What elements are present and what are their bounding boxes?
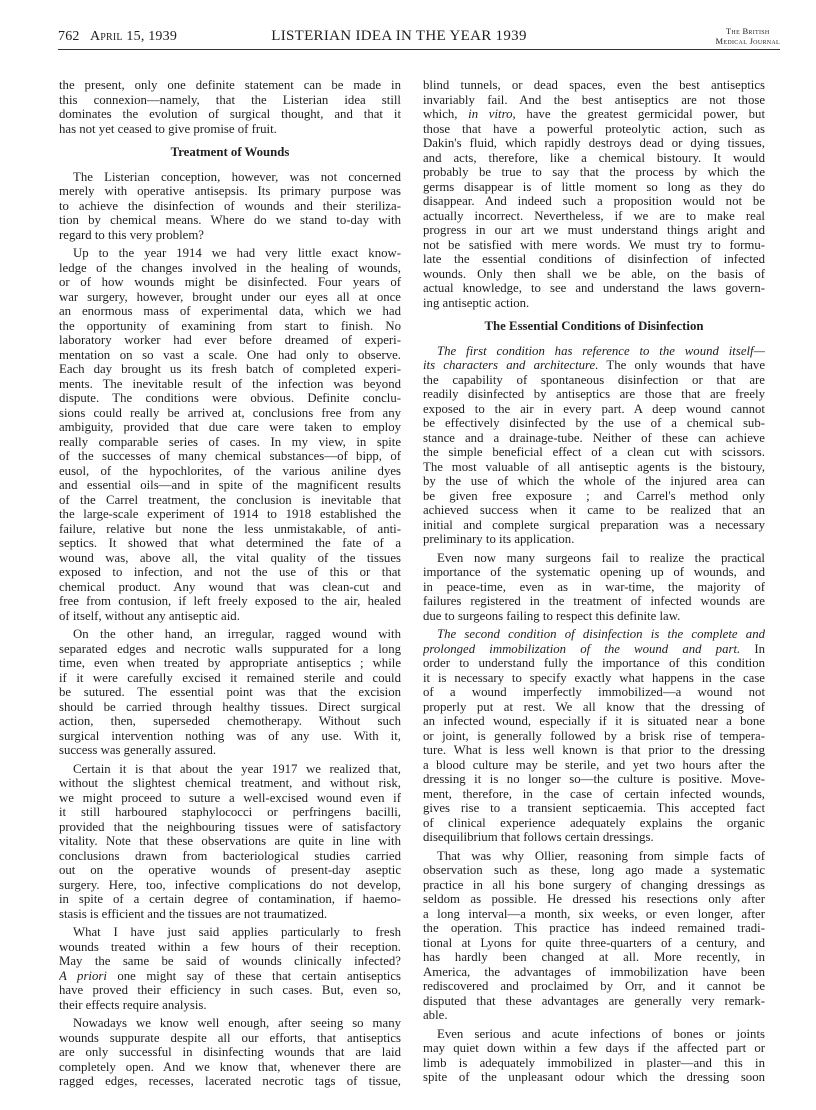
left-column — [59, 78, 401, 1093]
text-segment: and essential oils—and in spite of the magnificent results — [59, 478, 401, 492]
text-segment: dispute. The conditions were obvious. Definite conclu- — [59, 391, 401, 405]
text-segment: success was generally assured. — [59, 743, 217, 757]
text-line — [59, 435, 401, 450]
text-segment: gives rise to a transient septicaemia. This accepted fact — [423, 801, 765, 815]
paragraph — [423, 78, 765, 310]
text-segment: or joint, is generally followed by a brisk rise of tempera- — [423, 728, 765, 743]
text-line — [423, 816, 765, 831]
text-line — [59, 969, 401, 984]
text-line — [423, 460, 765, 475]
text-segment: action, then, superseded chemotherapy. Without such — [59, 714, 401, 728]
text-segment: exposed to infection, and not the use of this or that — [59, 565, 401, 579]
text-line — [423, 1027, 765, 1042]
text-segment: the capability of spontaneous disinfection or that are — [423, 372, 765, 387]
text-line — [59, 391, 401, 406]
text-segment: Up to the year 1914 we had very little exact know- — [73, 246, 401, 260]
text-line — [59, 729, 401, 744]
text-line — [59, 261, 401, 276]
text-line — [59, 820, 401, 835]
text-segment: actually incorrect. Nevertheless, if we are to make real — [423, 208, 765, 223]
text-line — [423, 936, 765, 951]
text-line — [59, 1031, 401, 1046]
text-segment: failure, relative but none the less unmistakable, of anti- — [59, 521, 401, 536]
text-line — [423, 122, 765, 137]
text-segment: eusol, of the hypochlorites, of the various aniline dyes — [59, 463, 401, 478]
text-line — [59, 1060, 401, 1075]
text-line — [423, 518, 765, 533]
text-line — [423, 565, 765, 580]
text-segment: tional at Lyons for quite three-quarters of a century, and — [423, 935, 765, 950]
text-segment: surgical intervention nothing was of any use. With it, — [59, 728, 401, 743]
text-segment: observation such as these, long ago made a systematic — [423, 863, 765, 877]
text-line — [423, 685, 765, 700]
paragraph — [59, 170, 401, 243]
text-line — [423, 950, 765, 965]
text-line — [59, 449, 401, 464]
text-line — [59, 319, 401, 334]
text-line — [423, 445, 765, 460]
text-segment: free from contusion, if left freely exposed to the air, healed — [59, 594, 401, 608]
text-segment: ment, therefore, in the case of certain infected wounds, — [423, 786, 765, 801]
text-segment: if it were carefully excised it remained sterile and could — [59, 670, 401, 685]
text-line — [59, 642, 401, 657]
text-segment: of the Carrel treatment, the conclusion is inevitable that — [59, 492, 401, 507]
text-line — [59, 522, 401, 537]
text-line — [423, 416, 765, 431]
running-title: LISTERIAN IDEA IN THE YEAR 1939 — [271, 28, 527, 44]
text-segment: may quiet down within a few days if the affected part or — [423, 1041, 765, 1055]
page-header — [58, 26, 780, 50]
text-segment: be given free exposure ; and Carrel's method only — [423, 488, 765, 503]
text-line — [59, 1074, 401, 1089]
text-line — [423, 180, 765, 195]
text-line — [423, 296, 765, 311]
text-segment: be sutured. The essential point was that the excision — [59, 685, 401, 699]
text-segment: initial and complete surgical preparation was a necessary — [423, 517, 765, 532]
text-segment: it still harboured staphylococci or perfringens bacilli, — [59, 805, 401, 819]
text-line — [423, 656, 765, 671]
italic-text-segment: in vitro, — [468, 107, 516, 121]
text-line — [423, 387, 765, 402]
text-segment: actual knowledge, to see and understand the laws govern- — [423, 281, 765, 295]
text-segment: stance and a drainage-tube. Neither of these can achieve — [423, 430, 765, 445]
text-segment: wounds. Only then shall we be able, on the basis of — [423, 266, 765, 281]
text-segment: order to understand fully the importance of this condition — [423, 656, 765, 670]
text-segment: exposed to the air in every part. A deep wound cannot — [423, 401, 765, 416]
text-segment: by the use of which the whole of the injured area can — [423, 474, 765, 488]
text-segment: and acts, therefore, like a chemical bistoury. It would — [423, 150, 765, 165]
text-line — [59, 213, 401, 228]
text-segment: The only wounds that have — [598, 358, 765, 372]
text-line — [423, 627, 765, 642]
paragraph — [59, 78, 401, 136]
text-segment: May the same be said of wounds clinically infected? — [59, 954, 401, 968]
paragraph — [59, 246, 401, 623]
text-line — [423, 849, 765, 864]
journal-name-line2: Medical Journal — [715, 36, 780, 46]
text-segment: Even serious and acute infections of bones or joints — [437, 1026, 765, 1041]
text-line — [59, 849, 401, 864]
text-line — [423, 642, 765, 657]
text-segment: in spite of a certain degree of contamination, if haemo- — [59, 892, 401, 906]
text-segment: of clinical experience adequately explains the organic — [423, 815, 765, 830]
text-segment: The Listerian conception, however, was not concerned — [73, 169, 401, 184]
text-line — [59, 700, 401, 715]
text-line — [423, 165, 765, 180]
paragraph — [423, 344, 765, 547]
text-line — [59, 925, 401, 940]
text-segment: in peace-time, even as in war-time, the majority of — [423, 579, 765, 594]
text-line — [59, 493, 401, 508]
text-line — [59, 892, 401, 907]
text-line — [423, 551, 765, 566]
text-segment: the operation. This practice has indeed remained tradi- — [423, 921, 765, 935]
text-line — [423, 151, 765, 166]
text-segment: an enormous mass of experimental data, which we had — [59, 304, 401, 318]
text-segment: probably be true to say that the process by which the — [423, 165, 765, 179]
text-line — [59, 791, 401, 806]
text-segment: limb is adequately immobilized in plaster—and this in — [423, 1055, 765, 1070]
text-line — [59, 714, 401, 729]
text-line — [59, 834, 401, 849]
text-segment: germs disappear is of little moment so long as they do — [423, 179, 765, 194]
text-line — [423, 743, 765, 758]
paragraph — [423, 849, 765, 1023]
text-segment: sions could really be arrived at, conclusions free from any — [59, 405, 401, 420]
italic-text-segment: prolonged immobilization of the wound and part. — [423, 641, 741, 656]
text-line — [423, 892, 765, 907]
text-segment: a long interval—a month, six weeks, or even longer, after — [423, 906, 765, 921]
section-heading: Treatment of Wounds — [170, 145, 290, 159]
text-line — [423, 503, 765, 518]
text-segment: not be satisfied with mere words. We must try to formu- — [423, 237, 765, 252]
text-line — [59, 478, 401, 493]
text-segment: a blood culture may be sterile, and yet two hours after the — [423, 757, 765, 772]
text-line — [59, 656, 401, 671]
text-segment: separated edges and necrotic walls suppurated for a long — [59, 641, 401, 656]
text-segment: properly put at rest. We all know that the dressing of — [423, 699, 765, 714]
text-segment: of the successes of many chemical substances—of bipp, of — [59, 449, 401, 463]
paragraph — [423, 1027, 765, 1085]
text-segment: disequilibrium that follows certain dressings. — [423, 830, 654, 844]
text-segment: ambiguity, provided that due care were taken to employ — [59, 420, 401, 434]
text-segment: America, the advantages of immobilization have been — [423, 964, 765, 979]
text-line — [59, 507, 401, 522]
text-line — [423, 758, 765, 773]
italic-text-segment: its characters and architecture. — [423, 358, 599, 372]
text-line — [423, 729, 765, 744]
text-segment: have the greatest germicidal power, but — [515, 107, 765, 121]
text-segment: In — [740, 641, 765, 656]
text-line — [59, 464, 401, 479]
text-segment: out on the operative wounds of present-day aseptic — [59, 863, 401, 877]
text-segment: ragged edges, recesses, lacerated necrotic tags of tissue, — [59, 1074, 401, 1088]
text-line — [59, 954, 401, 969]
text-line — [423, 344, 765, 359]
paragraph — [423, 551, 765, 624]
text-line — [423, 609, 765, 624]
text-segment: blind tunnels, or dead spaces, even the best antiseptics — [423, 78, 765, 92]
text-line — [423, 431, 765, 446]
text-segment: Even now many surgeons fail to realize the practical — [437, 550, 765, 565]
page-number: 762 — [58, 29, 80, 44]
text-line — [59, 362, 401, 377]
italic-text-segment: The first condition has reference to the wound itself— — [437, 343, 765, 358]
text-line — [59, 594, 401, 609]
text-segment: progress in our art we must understand things aright and — [423, 223, 765, 237]
text-line — [59, 333, 401, 348]
journal-name — [716, 26, 781, 46]
text-segment: this connexion—namely, that the Listerian idea still — [59, 92, 401, 107]
text-line — [59, 78, 401, 93]
text-line — [423, 671, 765, 686]
text-line — [423, 93, 765, 108]
text-line — [59, 1045, 401, 1060]
text-segment: wound was, above all, the vital quality of the tissues — [59, 550, 401, 565]
text-segment: war surgery, however, brought under our eyes all at once — [59, 289, 401, 304]
text-segment: Certain it is that about the year 1917 we realized that, — [73, 761, 401, 776]
text-segment: ture. What is less well known is that prior to the dressing — [423, 743, 765, 757]
italic-text-segment: A priori — [59, 968, 107, 983]
text-segment: merely with operative antisepsis. Its primary purpose was — [59, 184, 401, 198]
text-line — [423, 532, 765, 547]
text-line — [59, 805, 401, 820]
text-segment: seldom as possible. He dressed his resections only after — [423, 892, 765, 906]
text-line — [423, 921, 765, 936]
text-line — [59, 940, 401, 955]
text-segment: invariably fail. And the best antiseptics are not those — [423, 92, 765, 107]
paragraph — [59, 762, 401, 922]
paragraph — [59, 1016, 401, 1089]
text-line — [59, 304, 401, 319]
text-segment: wounds treated within a few hours of their reception. — [59, 939, 401, 954]
text-segment: the simple beneficial effect of a clean cut with scissors. — [423, 445, 765, 459]
text-line — [59, 107, 401, 122]
text-line — [59, 998, 401, 1013]
text-segment: which, — [423, 107, 469, 121]
text-segment: those that have a powerful proteolytic action, such as — [423, 121, 765, 136]
text-segment: should be carried through healthy tissues. Direct surgical — [59, 699, 401, 714]
text-segment: due to surgeons failing to respect this definite law. — [423, 608, 681, 623]
text-line — [59, 609, 401, 624]
text-line — [59, 93, 401, 108]
text-line — [423, 252, 765, 267]
text-line — [423, 907, 765, 922]
text-line — [59, 1016, 401, 1031]
text-segment: the opportunity of examining from start to finish. No — [59, 318, 401, 333]
text-segment: are only successful in disinfecting wounds that are laid — [59, 1045, 401, 1059]
text-segment: be effectively disinfected by the use of a chemical sub- — [423, 416, 765, 430]
text-segment: dominates the evolution of surgical thought, and that it — [59, 107, 401, 121]
text-segment: late the essential conditions of disinfection of infected — [423, 252, 765, 266]
text-line — [423, 580, 765, 595]
text-segment: ments. The inevitable result of the infection was beyond — [59, 376, 401, 391]
text-line — [59, 122, 401, 137]
text-segment: ledge of the changes involved in the healing of wounds, — [59, 260, 401, 275]
text-segment: it is necessary to specify exactly what happens in the case — [423, 670, 765, 685]
text-line — [423, 979, 765, 994]
text-segment: the large-scale experiment of 1914 to 1918 established the — [59, 507, 401, 521]
text-line — [423, 700, 765, 715]
text-line — [59, 184, 401, 199]
text-segment: vitality. Note that these observations are quite in line with — [59, 834, 401, 848]
text-segment: their effects require analysis. — [59, 997, 207, 1012]
text-segment: tion by chemical means. Where do we stand to-day with — [59, 213, 401, 227]
text-segment: readily disinfected by antiseptics are those that are freely — [423, 387, 765, 401]
text-line — [59, 406, 401, 421]
text-segment: Nowadays we know well enough, after seeing so many — [73, 1016, 401, 1030]
text-segment: of itself, without any antiseptic aid. — [59, 608, 240, 623]
text-segment: rediscovered and proclaimed by Orr, and it cannot be — [423, 979, 765, 993]
text-line — [423, 787, 765, 802]
text-segment: The most valuable of all antiseptic agents is the bistoury, — [423, 459, 765, 474]
issue-date: April 15, 1939 — [89, 29, 178, 44]
text-segment: septics. It showed that what determined the fate of a — [59, 536, 401, 550]
text-line — [59, 685, 401, 700]
right-column — [423, 78, 765, 1089]
paragraph — [59, 925, 401, 1012]
text-segment: laboratory worker had ever before dreamed of experi- — [59, 333, 401, 347]
text-line — [423, 830, 765, 845]
text-line — [59, 580, 401, 595]
text-line — [423, 136, 765, 151]
text-line — [423, 1008, 765, 1023]
text-line — [423, 1070, 765, 1085]
text-line — [423, 78, 765, 93]
text-line — [423, 1056, 765, 1071]
text-line — [423, 223, 765, 238]
text-segment: wounds suppurate despite all our efforts, that antiseptics — [59, 1030, 401, 1045]
text-line — [59, 776, 401, 791]
paragraph — [423, 627, 765, 845]
text-line — [59, 671, 401, 686]
text-line — [59, 743, 401, 758]
text-line — [423, 238, 765, 253]
text-segment: or of how wounds might be disinfected. Four years of — [59, 275, 401, 289]
text-line — [59, 377, 401, 392]
text-line — [59, 420, 401, 435]
text-line — [59, 627, 401, 642]
text-segment: ing antiseptic action. — [423, 295, 530, 310]
text-line — [423, 281, 765, 296]
text-line — [59, 199, 401, 214]
text-line — [59, 246, 401, 261]
text-segment: able. — [423, 1008, 448, 1022]
text-segment: conclusions drawn from bacteriological studies carried — [59, 848, 401, 863]
text-line — [59, 762, 401, 777]
text-line — [423, 358, 765, 373]
text-segment: dressing it is no longer so—the culture is positive. Move- — [423, 772, 765, 786]
text-line — [423, 878, 765, 893]
text-line — [59, 565, 401, 580]
text-line — [423, 209, 765, 224]
text-line — [423, 772, 765, 787]
text-segment: of a wound imperfectly immobilized—a wound not — [423, 685, 765, 699]
text-segment: spite of the unpleasant odour which the dressing soon — [423, 1070, 765, 1084]
text-line — [423, 994, 765, 1009]
text-segment: provided that the neighbouring tissues were of satisfactory — [59, 819, 401, 834]
text-line — [59, 275, 401, 290]
text-line — [423, 267, 765, 282]
text-segment: have proved their efficiency in such cases. But, even so, — [59, 983, 401, 997]
text-line — [59, 228, 401, 243]
text-line — [59, 170, 401, 185]
text-segment: has hardly been changed at all. More recently, in — [423, 950, 765, 964]
text-line — [423, 373, 765, 388]
text-line — [59, 348, 401, 363]
text-line — [59, 290, 401, 305]
text-segment: has not yet ceased to give promise of fruit. — [59, 121, 277, 136]
text-line — [59, 983, 401, 998]
text-segment: surgery. Here, too, infective complications do not develop, — [59, 877, 401, 892]
header-rule — [58, 49, 780, 50]
text-line — [423, 402, 765, 417]
text-line — [59, 878, 401, 893]
text-segment: the present, only one definite statement can be made in — [59, 78, 401, 92]
text-line — [59, 907, 401, 922]
section-heading: The Essential Conditions of Disinfection — [484, 319, 704, 333]
text-line — [423, 489, 765, 504]
text-segment: On the other hand, an irregular, ragged wound with — [73, 627, 401, 641]
text-line — [423, 107, 765, 122]
text-line — [423, 594, 765, 609]
text-line — [423, 801, 765, 816]
text-segment: to achieve the disinfection of wounds and their steriliza- — [59, 198, 401, 213]
text-segment: one might say of these that certain antiseptics — [106, 968, 401, 983]
text-segment: That was why Ollier, reasoning from simple facts of — [437, 848, 765, 863]
text-segment: disappear. And indeed such a proposition would not be — [423, 194, 765, 208]
text-line — [423, 194, 765, 209]
text-line — [423, 474, 765, 489]
text-segment: What I have just said applies particularly to fresh — [73, 925, 401, 939]
text-line — [423, 863, 765, 878]
text-line — [423, 714, 765, 729]
journal-name-line1: The British — [725, 26, 770, 36]
text-line — [423, 965, 765, 980]
text-segment: really comparable series of cases. In my view, in spite — [59, 434, 401, 449]
text-segment: mentation on so vast a scale. One had only to observe. — [59, 347, 401, 362]
text-line — [59, 863, 401, 878]
text-segment: completely open. And we know that, whenever there are — [59, 1059, 401, 1074]
text-segment: disputed that these advantages are generally very remark- — [423, 993, 765, 1008]
text-segment: practice in all his bone surgery of changing dressings as — [423, 877, 765, 892]
text-segment: Dakin's fluid, which rapidly destroys dead or dying tissues, — [423, 136, 765, 150]
text-segment: time, even when treated by appropriate antiseptics ; while — [59, 656, 401, 670]
text-segment: importance of the systematic opening up of wounds, and — [423, 565, 765, 579]
text-segment: preliminary to its application. — [423, 532, 575, 546]
text-segment: chemical product. Any wound that was clean-cut and — [59, 579, 401, 594]
italic-text-segment: The second condition of disinfection is the complete and — [437, 627, 765, 641]
paragraph — [59, 627, 401, 758]
text-segment: an infected wound, especially if it is situated near a bone — [423, 714, 765, 728]
text-segment: stasis is efficient and the tissues are not traumatized. — [59, 906, 328, 921]
text-line — [59, 551, 401, 566]
text-line — [423, 1041, 765, 1056]
text-segment: we might proceed to suture a well-excised wound even if — [59, 790, 401, 805]
text-segment: regard to this very problem? — [59, 227, 204, 242]
text-line — [59, 536, 401, 551]
text-segment: achieved success when it came to be realized that an — [423, 503, 765, 517]
text-segment: Each day brought us its fresh batch of completed experi- — [59, 362, 401, 376]
text-segment: without the slightest chemical treatment, and without risk, — [59, 776, 401, 790]
text-segment: failures registered in the treatment of infected wounds are — [423, 594, 765, 608]
